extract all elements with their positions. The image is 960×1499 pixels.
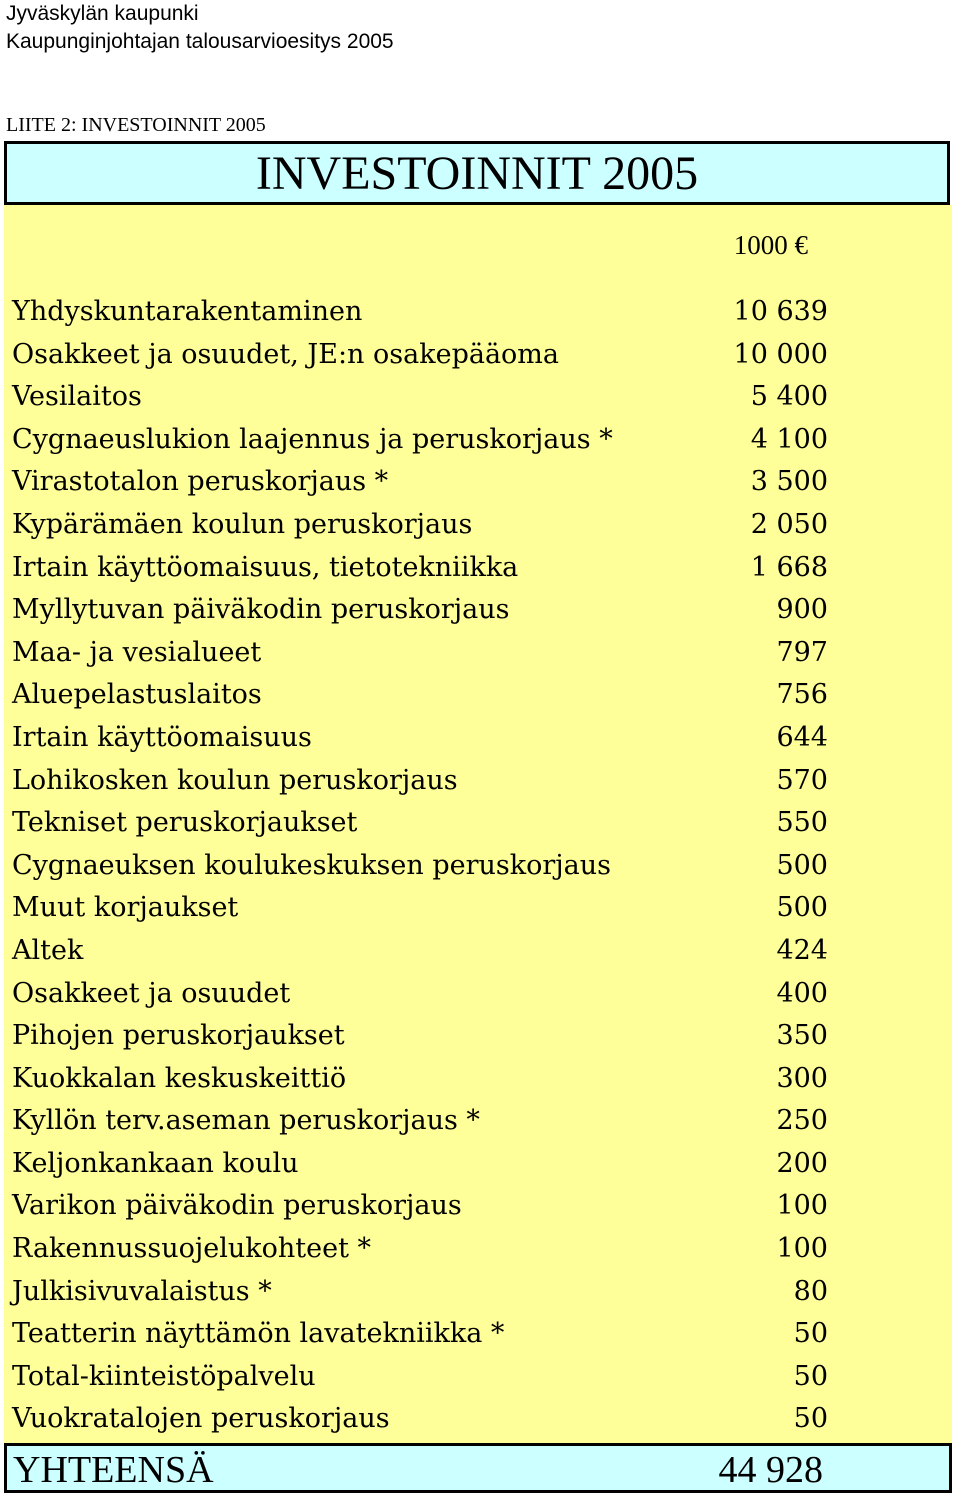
table-row [0, 505, 960, 548]
item-value: 5 400 [750, 381, 828, 413]
table-row [0, 292, 960, 335]
item-value: 10 000 [733, 338, 828, 370]
table-row [0, 846, 960, 889]
item-label: Tekniset peruskorjaukset [12, 807, 358, 839]
item-label: Muut korjaukset [12, 892, 239, 924]
item-label: Altek [12, 934, 84, 966]
item-value: 1 668 [750, 551, 828, 583]
table-row [0, 1016, 960, 1059]
item-value: 550 [776, 807, 828, 839]
item-label: Keljonkankaan koulu [12, 1147, 299, 1179]
item-label: Myllytuvan päiväkodin peruskorjaus [12, 594, 510, 626]
item-label: Osakkeet ja osuudet, JE:n osakepääoma [12, 338, 560, 370]
item-label: Julkisivuvalaistus * [12, 1275, 272, 1307]
item-value: 756 [776, 679, 828, 711]
organization-name: Jyväskylän kaupunki [6, 2, 199, 25]
item-value: 300 [776, 1062, 828, 1094]
table-row [0, 718, 960, 761]
item-label: Varikon päiväkodin peruskorjaus [12, 1190, 462, 1222]
annex-title: LIITE 2: INVESTOINNIT 2005 [6, 114, 266, 136]
table-row [0, 803, 960, 846]
document-header [6, 0, 394, 56]
item-value: 50 [793, 1403, 828, 1435]
item-label: Yhdyskuntarakentaminen [12, 296, 363, 327]
item-value: 900 [776, 594, 828, 626]
item-label: Cygnaeuksen koulukeskuksen peruskorjaus [12, 849, 612, 881]
table-row [0, 1101, 960, 1144]
item-label: Pihojen peruskorjaukset [12, 1020, 345, 1052]
item-value: 500 [776, 849, 828, 881]
table-row [0, 335, 960, 378]
item-value: 400 [776, 977, 828, 1009]
item-value: 100 [776, 1190, 828, 1222]
table-row [0, 1144, 960, 1187]
item-value: 797 [776, 636, 828, 668]
item-label: Irtain käyttöomaisuus [12, 721, 312, 753]
item-value: 80 [793, 1275, 828, 1307]
item-value: 100 [776, 1233, 828, 1265]
item-label: Kuokkalan keskuskeittiö [12, 1062, 347, 1094]
item-label: Kyllön terv.aseman peruskorjaus * [12, 1105, 480, 1137]
table-row [0, 1186, 960, 1229]
table-row [0, 1229, 960, 1272]
item-value: 644 [776, 721, 828, 753]
item-value: 50 [793, 1360, 828, 1392]
item-value: 50 [793, 1318, 828, 1350]
table-row [0, 1357, 960, 1400]
total-value: 44 928 [718, 1449, 823, 1491]
item-value: 10 639 [733, 296, 828, 327]
table-row [0, 590, 960, 633]
item-value: 424 [776, 934, 828, 966]
item-label: Aluepelastuslaitos [12, 679, 262, 711]
item-label: Cygnaeuslukion laajennus ja peruskorjaus * [12, 423, 613, 455]
table-row [0, 1059, 960, 1102]
item-label: Irtain käyttöomaisuus, tietotekniikka [12, 551, 519, 583]
table-row [0, 462, 960, 505]
item-label: Rakennussuojelukohteet * [12, 1233, 372, 1265]
item-value: 500 [776, 892, 828, 924]
item-label: Lohikosken koulun peruskorjaus [12, 764, 458, 796]
table-row [0, 1399, 960, 1442]
item-value: 4 100 [750, 423, 828, 455]
table-row [0, 1314, 960, 1357]
table-row [0, 675, 960, 718]
item-value: 2 050 [750, 508, 828, 540]
table-row [0, 548, 960, 591]
investment-rows [0, 292, 960, 1442]
item-label: Vuokratalojen peruskorjaus [12, 1403, 390, 1435]
item-label: Maa- ja vesialueet [12, 636, 262, 668]
document-name: Kaupunginjohtajan talousarvioesitys 2005 [6, 30, 394, 53]
table-row [0, 974, 960, 1017]
item-value: 570 [776, 764, 828, 796]
item-label: Osakkeet ja osuudet [12, 977, 291, 1009]
item-label: Kypärämäen koulun peruskorjaus [12, 508, 473, 540]
item-value: 200 [776, 1147, 828, 1179]
total-row [4, 1443, 952, 1493]
item-value: 350 [776, 1020, 828, 1052]
total-label: YHTEENSÄ [13, 1449, 214, 1491]
table-row [0, 420, 960, 463]
table-row [0, 377, 960, 420]
table-row [0, 633, 960, 676]
table-row [0, 761, 960, 804]
item-label: Total-kiinteistöpalvelu [12, 1360, 316, 1392]
unit-label: 1000 € [733, 230, 808, 260]
table-row [0, 931, 960, 974]
table-row [0, 1272, 960, 1315]
item-label: Vesilaitos [12, 381, 142, 413]
table-row [0, 888, 960, 931]
page-title: INVESTOINNIT 2005 [4, 141, 950, 205]
item-label: Teatterin näyttämön lavatekniikka * [12, 1318, 505, 1350]
item-label: Virastotalon peruskorjaus * [12, 466, 389, 498]
item-value: 250 [776, 1105, 828, 1137]
item-value: 3 500 [750, 466, 828, 498]
